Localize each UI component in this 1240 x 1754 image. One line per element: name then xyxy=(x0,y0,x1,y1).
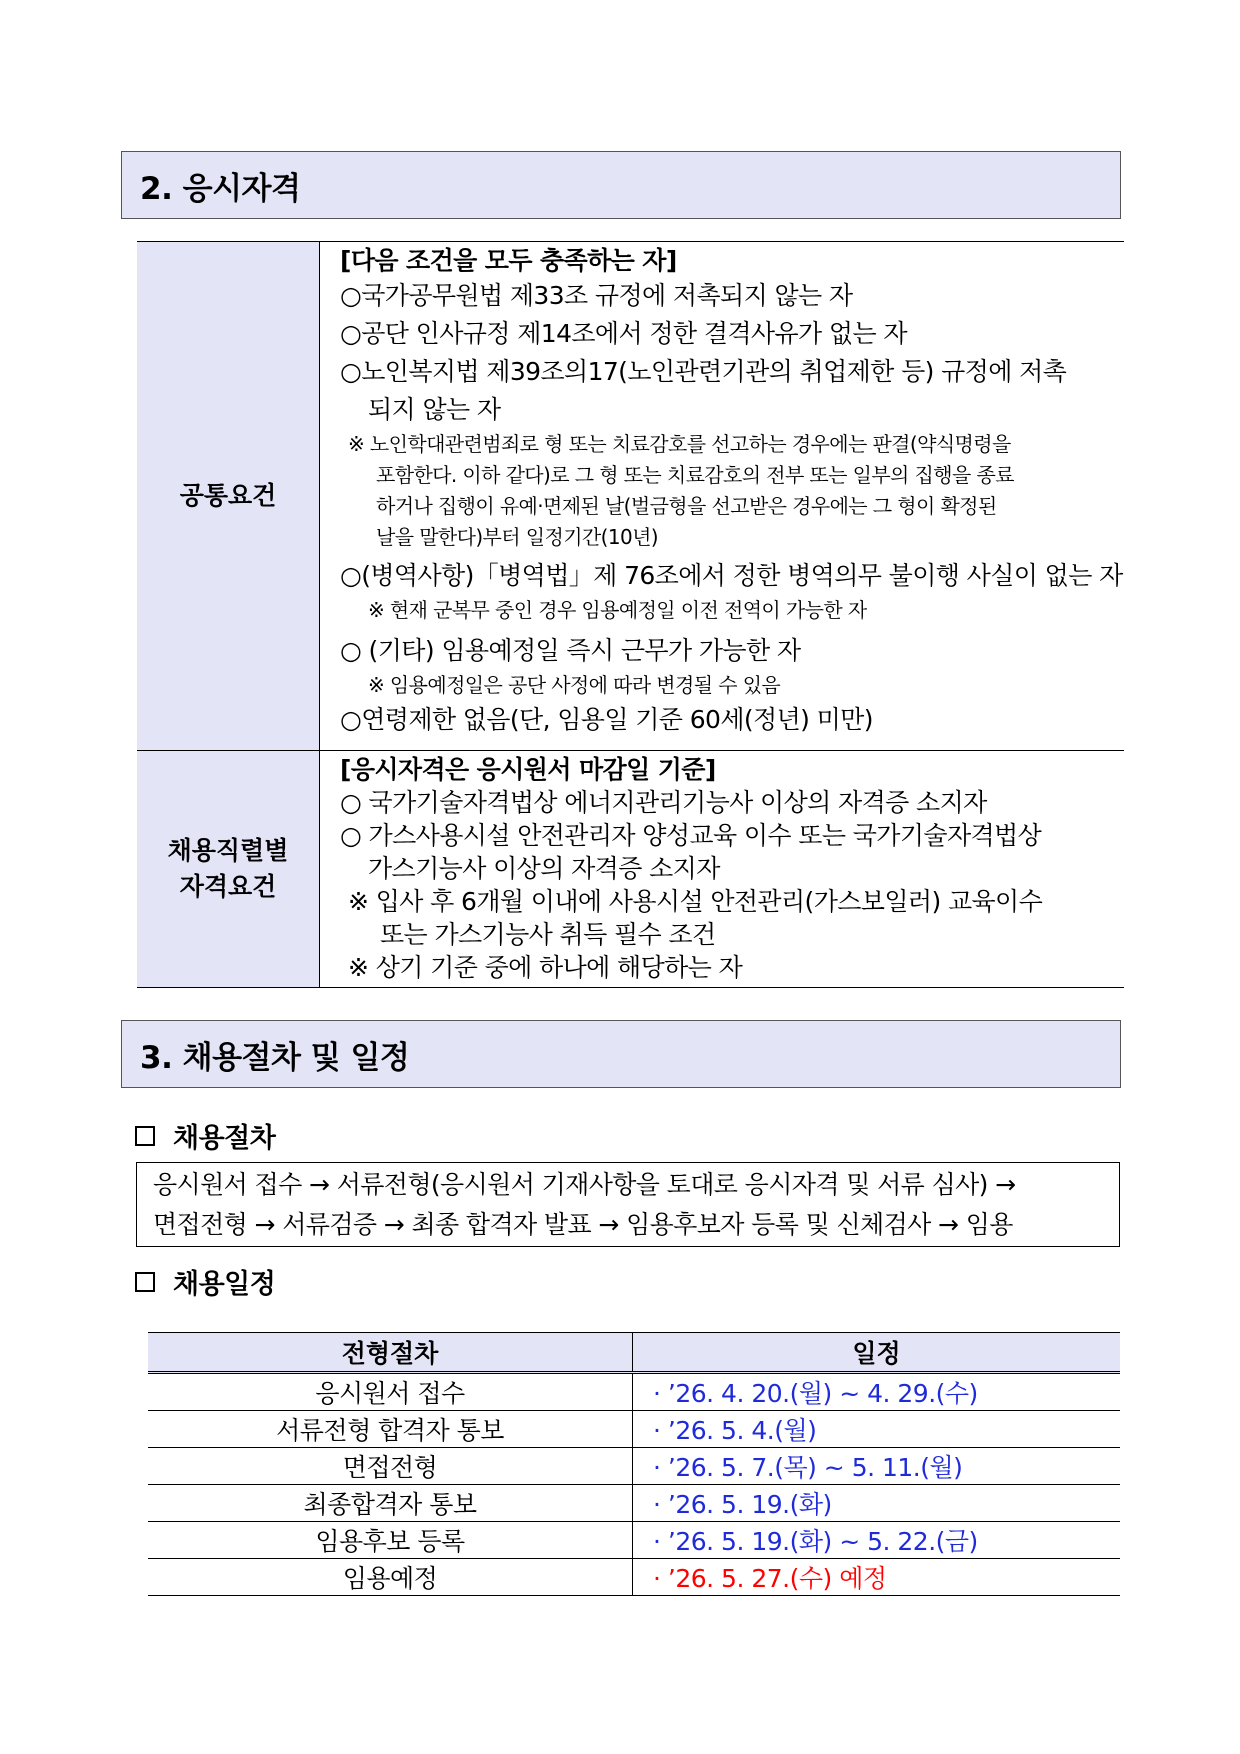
table-row xyxy=(148,1559,1120,1596)
common-note-1-line-3: 하거나 집행이 유예·면제된 날(벌금형을 선고받은 경우에는 그 형이 확정된 xyxy=(376,494,997,518)
table-row xyxy=(148,1522,1120,1559)
common-item-3: ○노인복지법 제39조의17(노인관련기관의 취업제한 등) 규정에 저촉 xyxy=(340,357,1067,386)
schedule-date: · ’26. 5. 7.(목) ~ 5. 11.(월) xyxy=(633,1448,1121,1485)
table-row xyxy=(148,1485,1120,1522)
job-requirements-row xyxy=(137,751,1124,988)
job-heading: [응시자격은 응시원서 마감일 기준] xyxy=(340,755,716,784)
common-note-1-line-4: 날을 말한다)부터 일정기간(10년) xyxy=(376,525,659,549)
procedure-box xyxy=(136,1162,1120,1247)
procedure-line-1: 응시원서 접수 → 서류전형(응시원서 기재사항을 토대로 응시자격 및 서류 심사) → xyxy=(153,1170,1016,1199)
common-item-4: ○(병역사항)「병역법」제 76조에서 정한 병역의무 불이행 사실이 없는 자 xyxy=(340,561,1123,590)
job-label-line-1: 채용직렬별 xyxy=(167,835,289,865)
checkbox-icon xyxy=(135,1272,155,1292)
common-note-1: ※ 노인학대관련범죄로 형 또는 치료감호를 선고하는 경우에는 판결(약식명령을 xyxy=(348,432,1011,456)
procedure-heading xyxy=(135,1116,275,1155)
schedule-step: 면접전형 xyxy=(148,1448,633,1485)
job-requirements-label xyxy=(137,751,320,988)
section-2-title: 2. 응시자격 xyxy=(140,170,301,207)
schedule-table xyxy=(148,1332,1120,1596)
job-note-1: ※ 입사 후 6개월 이내에 사용시설 안전관리(가스보일러) 교육이수 xyxy=(348,887,1043,916)
job-item-2-cont: 가스기능사 이상의 자격증 소지자 xyxy=(368,854,720,883)
section-3-header xyxy=(121,1020,1121,1088)
common-note-2: ※ 현재 군복무 중인 경우 임용예정일 이전 전역이 가능한 자 xyxy=(368,598,867,622)
job-note-2: ※ 상기 기준 중에 하나에 해당하는 자 xyxy=(348,953,743,982)
schedule-step: 최종합격자 통보 xyxy=(148,1485,633,1522)
procedure-heading-text: 채용절차 xyxy=(173,1123,276,1154)
common-note-3: ※ 임용예정일은 공단 사정에 따라 변경될 수 있음 xyxy=(368,673,781,697)
common-requirements-content xyxy=(320,242,1125,751)
schedule-header-step: 전형절차 xyxy=(148,1333,633,1373)
common-item-6: ○연령제한 없음(단, 임용일 기준 60세(정년) 미만) xyxy=(340,705,873,734)
schedule-step: 임용후보 등록 xyxy=(148,1522,633,1559)
common-item-3-cont: 되지 않는 자 xyxy=(368,395,501,424)
schedule-step: 서류전형 합격자 통보 xyxy=(148,1411,633,1448)
common-note-1-line-2: 포함한다. 이하 같다)로 그 형 또는 치료감호의 전부 또는 일부의 집행을 종료 xyxy=(376,463,1014,487)
schedule-date: · ’26. 4. 20.(월) ~ 4. 29.(수) xyxy=(633,1373,1121,1411)
common-requirements-label xyxy=(137,242,320,751)
job-requirements-content xyxy=(320,751,1125,988)
common-heading: [다음 조건을 모두 충족하는 자] xyxy=(340,246,677,275)
schedule-heading xyxy=(135,1262,275,1301)
job-label-line-2: 자격요건 xyxy=(179,872,277,901)
schedule-header-date: 일정 xyxy=(633,1333,1121,1373)
common-label-text: 공통요건 xyxy=(179,480,277,510)
schedule-date: · ’26. 5. 19.(화) ~ 5. 22.(금) xyxy=(633,1522,1121,1559)
table-row xyxy=(148,1373,1120,1411)
section-2-header xyxy=(121,151,1121,219)
common-requirements-row xyxy=(137,242,1124,751)
common-item-5: ○ (기타) 임용예정일 즉시 근무가 가능한 자 xyxy=(340,636,801,665)
procedure-line-2: 면접전형 → 서류검증 → 최종 합격자 발표 → 임용후보자 등록 및 신체검사 → 임용 xyxy=(153,1210,1013,1239)
common-item-2: ○공단 인사규정 제14조에서 정한 결격사유가 없는 자 xyxy=(340,319,907,348)
checkbox-icon xyxy=(135,1126,155,1146)
schedule-step: 응시원서 접수 xyxy=(148,1373,633,1411)
schedule-step: 임용예정 xyxy=(148,1559,633,1596)
section-3-title: 3. 채용절차 및 일정 xyxy=(140,1039,410,1076)
requirements-table xyxy=(137,241,1124,988)
job-note-1-cont: 또는 가스기능사 취득 필수 조건 xyxy=(380,920,716,949)
schedule-date: · ’26. 5. 4.(월) xyxy=(633,1411,1121,1448)
schedule-date: · ’26. 5. 27.(수) 예정 xyxy=(633,1559,1121,1596)
common-item-1: ○국가공무원법 제33조 규정에 저촉되지 않는 자 xyxy=(340,281,853,310)
table-row xyxy=(148,1448,1120,1485)
job-item-1: ○ 국가기술자격법상 에너지관리기능사 이상의 자격증 소지자 xyxy=(340,788,987,817)
schedule-header-row xyxy=(148,1333,1120,1373)
schedule-date: · ’26. 5. 19.(화) xyxy=(633,1485,1121,1522)
table-row xyxy=(148,1411,1120,1448)
job-item-2: ○ 가스사용시설 안전관리자 양성교육 이수 또는 국가기술자격법상 xyxy=(340,821,1042,850)
schedule-heading-text: 채용일정 xyxy=(173,1269,276,1300)
